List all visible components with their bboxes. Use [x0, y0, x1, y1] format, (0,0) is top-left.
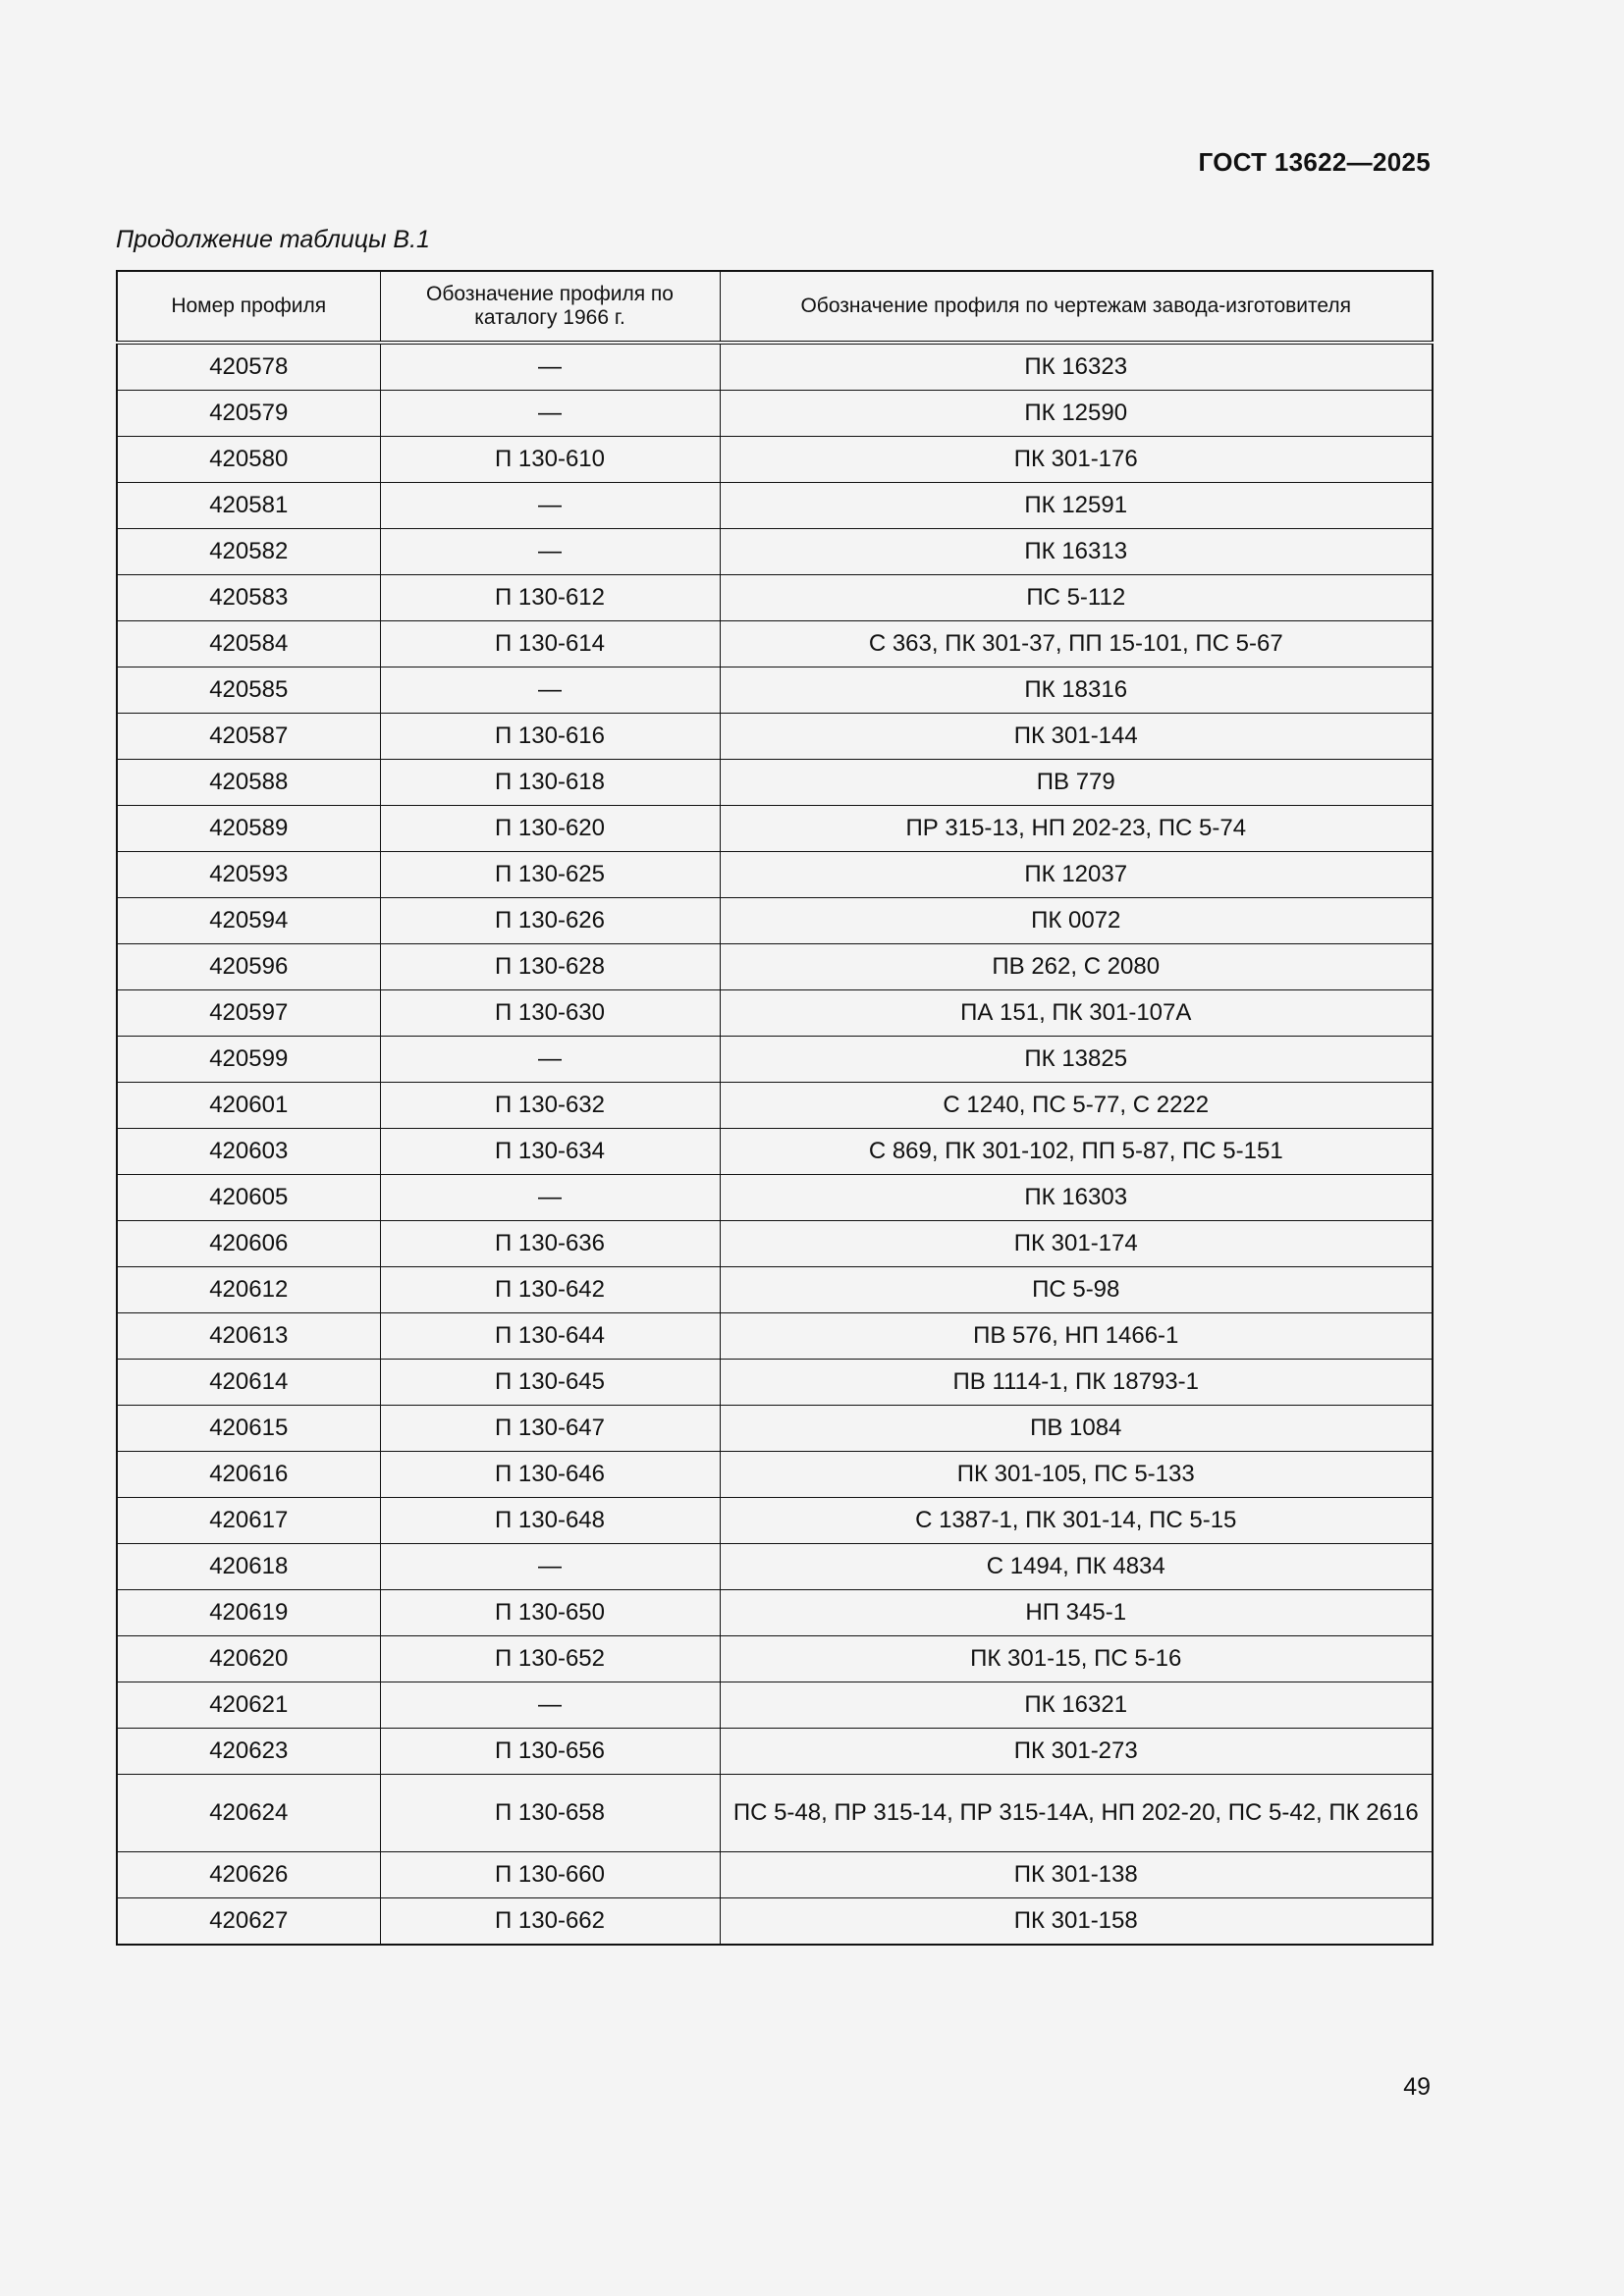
cell-factory-designation: НП 345-1 — [720, 1590, 1433, 1636]
cell-factory-designation: ПВ 262, С 2080 — [720, 944, 1433, 990]
cell-factory-designation: ПА 151, ПК 301-107А — [720, 990, 1433, 1037]
column-header-catalog-designation: Обозначение профиля по каталогу 1966 г. — [380, 271, 720, 343]
table-row — [117, 1636, 1433, 1682]
cell-profile-number: 420616 — [117, 1452, 380, 1498]
table-row — [117, 714, 1433, 760]
cell-profile-number: 420605 — [117, 1175, 380, 1221]
cell-factory-designation: ПК 16313 — [720, 529, 1433, 575]
cell-profile-number: 420620 — [117, 1636, 380, 1682]
cell-factory-designation: С 363, ПК 301-37, ПП 15-101, ПС 5-67 — [720, 621, 1433, 667]
cell-profile-number: 420624 — [117, 1775, 380, 1852]
cell-catalog-designation: П 130-645 — [380, 1360, 720, 1406]
cell-profile-number: 420597 — [117, 990, 380, 1037]
cell-factory-designation: С 1494, ПК 4834 — [720, 1544, 1433, 1590]
table-row — [117, 1544, 1433, 1590]
cell-catalog-designation: — — [380, 391, 720, 437]
cell-profile-number: 420606 — [117, 1221, 380, 1267]
cell-profile-number: 420584 — [117, 621, 380, 667]
table-row — [117, 1898, 1433, 1946]
cell-catalog-designation: П 130-630 — [380, 990, 720, 1037]
table-row — [117, 1129, 1433, 1175]
cell-factory-designation: ПК 301-15, ПС 5-16 — [720, 1636, 1433, 1682]
cell-profile-number: 420585 — [117, 667, 380, 714]
table-row — [117, 1406, 1433, 1452]
cell-catalog-designation: — — [380, 1175, 720, 1221]
table-body — [117, 343, 1433, 1945]
table-row — [117, 806, 1433, 852]
cell-factory-designation: ПК 18316 — [720, 667, 1433, 714]
cell-profile-number: 420614 — [117, 1360, 380, 1406]
cell-catalog-designation: — — [380, 1544, 720, 1590]
table-row — [117, 1313, 1433, 1360]
table-row — [117, 343, 1433, 391]
cell-catalog-designation: П 130-656 — [380, 1729, 720, 1775]
cell-factory-designation: ПК 13825 — [720, 1037, 1433, 1083]
cell-profile-number: 420619 — [117, 1590, 380, 1636]
cell-factory-designation: ПК 301-144 — [720, 714, 1433, 760]
cell-catalog-designation: П 130-647 — [380, 1406, 720, 1452]
table-row — [117, 1729, 1433, 1775]
cell-factory-designation: ПК 16303 — [720, 1175, 1433, 1221]
cell-profile-number: 420627 — [117, 1898, 380, 1946]
cell-factory-designation: ПК 301-138 — [720, 1852, 1433, 1898]
cell-catalog-designation: П 130-614 — [380, 621, 720, 667]
cell-factory-designation: ПК 12590 — [720, 391, 1433, 437]
table-row — [117, 1360, 1433, 1406]
cell-catalog-designation: П 130-628 — [380, 944, 720, 990]
table-row — [117, 621, 1433, 667]
cell-profile-number: 420578 — [117, 343, 380, 391]
cell-profile-number: 420626 — [117, 1852, 380, 1898]
cell-profile-number: 420583 — [117, 575, 380, 621]
table-row — [117, 1682, 1433, 1729]
cell-catalog-designation: П 130-652 — [380, 1636, 720, 1682]
table-row — [117, 529, 1433, 575]
cell-factory-designation: ПК 0072 — [720, 898, 1433, 944]
table-row — [117, 898, 1433, 944]
cell-catalog-designation: П 130-610 — [380, 437, 720, 483]
cell-profile-number: 420596 — [117, 944, 380, 990]
cell-catalog-designation: П 130-644 — [380, 1313, 720, 1360]
cell-factory-designation: ПК 301-158 — [720, 1898, 1433, 1946]
cell-catalog-designation: П 130-620 — [380, 806, 720, 852]
cell-factory-designation: ПК 16323 — [720, 343, 1433, 391]
cell-factory-designation: ПС 5-48, ПР 315-14, ПР 315-14А, НП 202-20, ПС 5-42, ПК 2616 — [720, 1775, 1433, 1852]
cell-factory-designation: ПК 301-176 — [720, 437, 1433, 483]
cell-profile-number: 420621 — [117, 1682, 380, 1729]
cell-catalog-designation: П 130-648 — [380, 1498, 720, 1544]
table-row — [117, 1175, 1433, 1221]
cell-profile-number: 420593 — [117, 852, 380, 898]
cell-catalog-designation: П 130-632 — [380, 1083, 720, 1129]
cell-catalog-designation: П 130-634 — [380, 1129, 720, 1175]
cell-catalog-designation: П 130-636 — [380, 1221, 720, 1267]
cell-profile-number: 420579 — [117, 391, 380, 437]
cell-catalog-designation: — — [380, 529, 720, 575]
cell-profile-number: 420581 — [117, 483, 380, 529]
cell-factory-designation: ПС 5-112 — [720, 575, 1433, 621]
cell-profile-number: 420588 — [117, 760, 380, 806]
cell-catalog-designation: П 130-650 — [380, 1590, 720, 1636]
cell-catalog-designation: П 130-662 — [380, 1898, 720, 1946]
cell-profile-number: 420623 — [117, 1729, 380, 1775]
column-header-profile-number: Номер профиля — [117, 271, 380, 343]
cell-factory-designation: ПВ 576, НП 1466-1 — [720, 1313, 1433, 1360]
table-row — [117, 1498, 1433, 1544]
cell-profile-number: 420613 — [117, 1313, 380, 1360]
cell-catalog-designation: П 130-658 — [380, 1775, 720, 1852]
cell-catalog-designation: — — [380, 1682, 720, 1729]
table-row — [117, 1083, 1433, 1129]
table-row — [117, 1775, 1433, 1852]
cell-catalog-designation: П 130-618 — [380, 760, 720, 806]
table-caption: Продолжение таблицы В.1 — [116, 226, 430, 253]
cell-profile-number: 420603 — [117, 1129, 380, 1175]
cell-profile-number: 420612 — [117, 1267, 380, 1313]
cell-catalog-designation: П 130-625 — [380, 852, 720, 898]
cell-profile-number: 420618 — [117, 1544, 380, 1590]
cell-factory-designation: ПК 12591 — [720, 483, 1433, 529]
cell-factory-designation: ПК 12037 — [720, 852, 1433, 898]
cell-factory-designation: ПК 16321 — [720, 1682, 1433, 1729]
cell-catalog-designation: П 130-616 — [380, 714, 720, 760]
cell-factory-designation: ПС 5-98 — [720, 1267, 1433, 1313]
cell-profile-number: 420601 — [117, 1083, 380, 1129]
cell-factory-designation: ПВ 1084 — [720, 1406, 1433, 1452]
table-row — [117, 1221, 1433, 1267]
table-row — [117, 575, 1433, 621]
table-row — [117, 990, 1433, 1037]
cell-profile-number: 420617 — [117, 1498, 380, 1544]
table-header-row — [117, 271, 1433, 343]
cell-profile-number: 420615 — [117, 1406, 380, 1452]
table-row — [117, 667, 1433, 714]
cell-factory-designation: ПР 315-13, НП 202-23, ПС 5-74 — [720, 806, 1433, 852]
cell-catalog-designation: — — [380, 483, 720, 529]
cell-factory-designation: С 1240, ПС 5-77, С 2222 — [720, 1083, 1433, 1129]
table-row — [117, 1267, 1433, 1313]
cell-profile-number: 420589 — [117, 806, 380, 852]
table-row — [117, 1590, 1433, 1636]
cell-profile-number: 420580 — [117, 437, 380, 483]
table-row — [117, 391, 1433, 437]
cell-catalog-designation: — — [380, 343, 720, 391]
cell-profile-number: 420599 — [117, 1037, 380, 1083]
table-row — [117, 483, 1433, 529]
cell-catalog-designation: П 130-626 — [380, 898, 720, 944]
cell-catalog-designation: П 130-642 — [380, 1267, 720, 1313]
cell-factory-designation: ПК 301-174 — [720, 1221, 1433, 1267]
cell-factory-designation: С 1387-1, ПК 301-14, ПС 5-15 — [720, 1498, 1433, 1544]
cell-catalog-designation: — — [380, 1037, 720, 1083]
cell-factory-designation: ПК 301-273 — [720, 1729, 1433, 1775]
table-row — [117, 944, 1433, 990]
cell-catalog-designation: П 130-646 — [380, 1452, 720, 1498]
table-row — [117, 760, 1433, 806]
table-row — [117, 437, 1433, 483]
cell-profile-number: 420587 — [117, 714, 380, 760]
table-row — [117, 1037, 1433, 1083]
column-header-factory-designation: Обозначение профиля по чертежам завода-изготовителя — [720, 271, 1433, 343]
table-row — [117, 1852, 1433, 1898]
document-code: ГОСТ 13622—2025 — [1198, 147, 1431, 177]
cell-catalog-designation: — — [380, 667, 720, 714]
profiles-table — [116, 270, 1434, 1946]
table-row — [117, 1452, 1433, 1498]
cell-catalog-designation: П 130-612 — [380, 575, 720, 621]
table-row — [117, 852, 1433, 898]
cell-factory-designation: ПК 301-105, ПС 5-133 — [720, 1452, 1433, 1498]
page-number: 49 — [1403, 2073, 1431, 2101]
cell-catalog-designation: П 130-660 — [380, 1852, 720, 1898]
cell-factory-designation: С 869, ПК 301-102, ПП 5-87, ПС 5-151 — [720, 1129, 1433, 1175]
cell-profile-number: 420582 — [117, 529, 380, 575]
cell-factory-designation: ПВ 1114-1, ПК 18793-1 — [720, 1360, 1433, 1406]
cell-profile-number: 420594 — [117, 898, 380, 944]
cell-factory-designation: ПВ 779 — [720, 760, 1433, 806]
